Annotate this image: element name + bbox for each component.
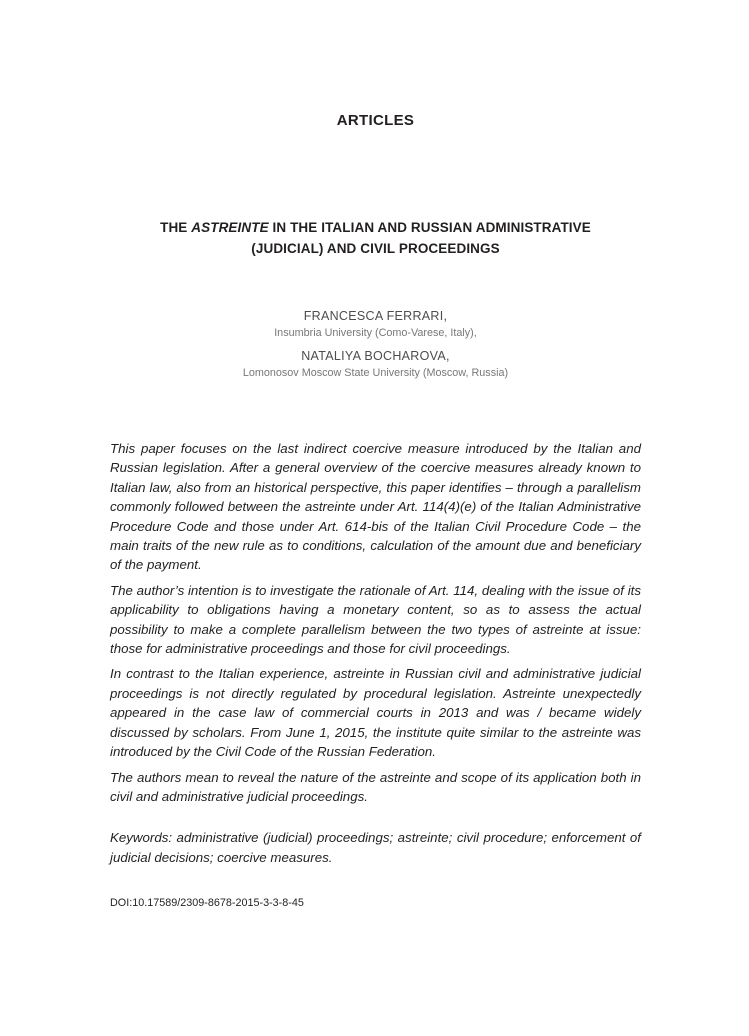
abstract — [110, 439, 641, 806]
title-text-prefix: THE — [160, 220, 192, 235]
title-text-suffix: IN THE ITALIAN AND RUSSIAN ADMINISTRATIVE (JUDICIAL) AND CIVIL PROCEEDINGS — [251, 220, 591, 256]
abstract-paragraph: This paper focuses on the last indirect coercive measure introduced by the Italian and Russian legislation. After a general overview of the coercive measures already known to Italian law, also from an historical perspective, this paper identifies – through a parallelism commonly followed between the astreinte under Art. 114(4)(e) of the Italian Administrative Procedure Code and those under Art. 614-bis of the Italian Civil Procedure Code – the main traits of the new rule as to conditions, calculation of the amount due and beneficiary of the payment. — [110, 441, 641, 573]
paper-title — [136, 217, 616, 259]
section-heading: ARTICLES — [336, 112, 415, 129]
doi: DOI:10.17589/2309-8678-2015-3-3-8-45 — [110, 897, 304, 910]
author-name: FRANCESCA FERRARI, — [303, 309, 448, 323]
author-affiliation: Lomonosov Moscow State University (Moscow, Russia) — [242, 367, 509, 379]
title-emphasis: ASTREINTE — [191, 220, 269, 235]
authors-block — [110, 309, 641, 379]
keywords: Keywords: administrative (judicial) proceedings; astreinte; civil procedure; enforcement of judicial decisions; coercive measures. — [110, 830, 641, 865]
abstract-paragraph: The authors mean to reveal the nature of the astreinte and scope of its application both in civil and administrative judicial proceedings. — [110, 769, 641, 804]
abstract-paragraph: The author’s intention is to investigate the rationale of Art. 114, dealing with the issue of its applicability to obligations having a monetary content, so as to assess the actual possibility to make a complete parallelism between the two types of astreinte at issue: those for administrative proceedings and those for civil proceedings. — [110, 582, 641, 657]
author-name: NATALIYA BOCHAROVA, — [301, 349, 450, 363]
abstract-paragraph: In contrast to the Italian experience, astreinte in Russian civil and administrative judicial proceedings is not directly regulated by procedural legislation. Astreinte unexpectedly appeared in the case law of commercial courts in 2013 and was / became widely discussed by scholars. From June 1, 2015, the institute quite similar to the astreinte was introduced by the Civil Code of the Russian Federation. — [110, 666, 641, 760]
author-affiliation: Insumbria University (Como-Varese, Italy), — [274, 327, 477, 339]
